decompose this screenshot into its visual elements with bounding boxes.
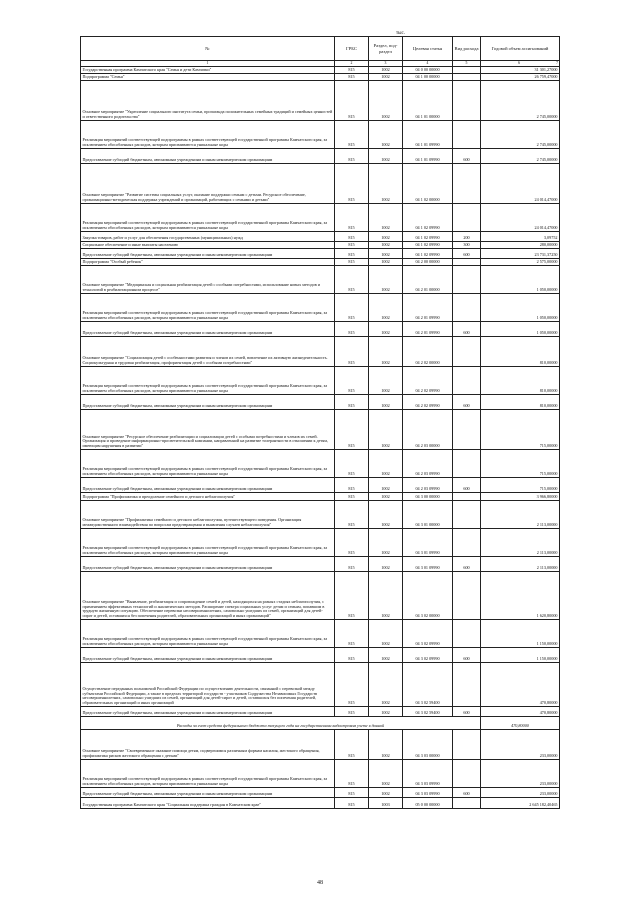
row-name: Предоставление субсидий бюджетным, автономным учреждениям и иным некоммерческим организациям [81, 557, 335, 572]
row-target-article: 04 2 00 00000 [403, 259, 453, 266]
table-row [81, 730, 560, 760]
table-row [81, 501, 560, 529]
row-razdel: 1002 [369, 294, 403, 322]
row-target-article: 04 3 02 09990 [403, 620, 453, 648]
row-grbs: 815 [335, 620, 369, 648]
row-expense-type: 600 [453, 322, 481, 337]
row-expense-type [453, 74, 481, 81]
row-amount: 2 745,00000 [481, 121, 560, 149]
row-grbs: 815 [335, 232, 369, 242]
row-grbs: 815 [335, 788, 369, 798]
row-name: Реализация мероприятий соответствующей подпрограммы в рамках соответствующей государственной программы Камчатского края, за исключением обособленных расходов, которым присваиваются уникальные коды [81, 529, 335, 557]
row-grbs: 815 [335, 266, 369, 294]
col-index-4: 4 [403, 61, 453, 67]
row-grbs: 815 [335, 81, 369, 121]
header-name: № [81, 37, 335, 61]
row-amount: 3,09752 [481, 232, 560, 242]
header-cs: Целевая статья [403, 37, 453, 61]
row-expense-type [453, 663, 481, 707]
row-expense-type: 600 [453, 707, 481, 717]
row-amount: 1 050,00000 [481, 322, 560, 337]
row-target-article: 04 3 01 09990 [403, 557, 453, 572]
row-grbs: 815 [335, 557, 369, 572]
row-razdel: 1002 [369, 529, 403, 557]
header-sum: Годовой объем ассигнований [481, 37, 560, 61]
row-amount: 233,00000 [481, 760, 560, 788]
row-target-article: 04 1 01 09990 [403, 149, 453, 164]
row-grbs: 815 [335, 501, 369, 529]
table-row [81, 259, 560, 266]
table-row [81, 266, 560, 294]
row-name: Государственная программа Камчатского края "Социальная поддержка граждан в Камчатском крае" [81, 798, 335, 809]
row-target-article: 04 3 00 00000 [403, 493, 453, 501]
row-target-article: 04 3 02 59400 [403, 663, 453, 707]
row-amount: 26 759,47000 [481, 74, 560, 81]
table-row [81, 232, 560, 242]
row-razdel: 1002 [369, 322, 403, 337]
row-expense-type [453, 259, 481, 266]
row-target-article: 04 2 02 00000 [403, 337, 453, 367]
row-expense-type [453, 266, 481, 294]
row-name: Реализация мероприятий соответствующей подпрограммы в рамках соответствующей государственной программы Камчатского края, за исключением обособленных расходов, которым присваиваются уникальные коды [81, 760, 335, 788]
row-name: Реализация мероприятий соответствующей подпрограммы в рамках соответствующей государственной программы Камчатского края, за исключением обособленных расходов, которым присваиваются уникальные коды [81, 450, 335, 478]
row-razdel: 1002 [369, 730, 403, 760]
row-name: Основное мероприятие "Медицинская и социальная реабилитация детей с особыми потребностями, использование новых методов и технологий в реабилитационном процессе" [81, 266, 335, 294]
row-name: Основное мероприятие "Выявление, реабилитация и сопровождение семей и детей, находящихся на разных стадиях неблагополучия, с применением эффективных технологий и аналитических методов. Расширение спектра социальных услуг детям и семьям, попавшим в трудную жизненную ситуацию. Обеспечение перевозки несовершеннолетних, самовольно ушедших из семей, организаций для детей-сирот и детей, оставшихся без попечения родителей, образовательных организаций и иных организаций" [81, 572, 335, 620]
row-grbs: 815 [335, 730, 369, 760]
row-expense-type [453, 204, 481, 232]
row-name: Основное мероприятие "Развитие системы социальных услуг, оказание поддержки семьям с детьми. Ресурсное обеспечение, организационно-методическая поддержка учреждений и организаций, работающих с семьями и детьми" [81, 164, 335, 204]
row-expense-type [453, 81, 481, 121]
row-amount: 2 645 182,40465 [481, 798, 560, 809]
row-name: Основное мероприятие "Социализация детей с особенностями развития и членов их семей, вовлечение их активную жизнедеятельность. Социокультурная и трудовая реабилитация, профориентация детей с особыми потребностями" [81, 337, 335, 367]
row-amount: 1 150,00000 [481, 620, 560, 648]
table-row [81, 337, 560, 367]
row-grbs: 815 [335, 204, 369, 232]
col-index-1: 1 [81, 61, 335, 67]
row-target-article: 04 1 01 00000 [403, 81, 453, 121]
row-razdel: 1002 [369, 663, 403, 707]
row-expense-type: 600 [453, 249, 481, 259]
row-name: Подпрограмма "Особый ребенок" [81, 259, 335, 266]
row-amount: 2 745,00000 [481, 81, 560, 121]
row-razdel: 1002 [369, 67, 403, 74]
row-grbs: 815 [335, 395, 369, 410]
row-grbs: 815 [335, 648, 369, 663]
row-razdel: 1002 [369, 74, 403, 81]
row-razdel: 1002 [369, 450, 403, 478]
row-grbs: 815 [335, 707, 369, 717]
row-razdel: 1002 [369, 788, 403, 798]
row-razdel: 1002 [369, 478, 403, 493]
table-row [81, 493, 560, 501]
row-name: Предоставление субсидий бюджетным, автономным учреждениям и иным некоммерческим организациям [81, 648, 335, 663]
row-expense-type [453, 164, 481, 204]
table-row [81, 121, 560, 149]
table-row [81, 164, 560, 204]
row-razdel: 1002 [369, 249, 403, 259]
row-razdel: 1002 [369, 259, 403, 266]
row-name: Закупка товаров, работ и услуг для обеспечения государственных (муниципальных) нужд [81, 232, 335, 242]
row-amount: 1 620,80000 [481, 572, 560, 620]
row-target-article: 04 3 02 09990 [403, 648, 453, 663]
table-row [81, 760, 560, 788]
row-razdel: 1002 [369, 337, 403, 367]
table-row [81, 67, 560, 74]
row-name: Подпрограмма "Семья" [81, 74, 335, 81]
row-amount: 470,80000 [481, 663, 560, 707]
row-expense-type: 600 [453, 788, 481, 798]
row-expense-type [453, 529, 481, 557]
table-row [81, 557, 560, 572]
row-grbs: 815 [335, 410, 369, 450]
row-grbs: 815 [335, 74, 369, 81]
row-target-article: 04 1 02 09990 [403, 249, 453, 259]
budget-table [80, 36, 560, 809]
row-razdel: 1002 [369, 760, 403, 788]
col-index-3: 3 [369, 61, 403, 67]
row-name: Основное мероприятие "Профилактика семейного и детского неблагополучия, путешествующего поведения. Организация межведомственного взаимодействия по вопросам предотвращения и выявления случаев неблагополучия" [81, 501, 335, 529]
row-razdel: 1002 [369, 121, 403, 149]
row-expense-type: 600 [453, 395, 481, 410]
row-expense-type: 600 [453, 557, 481, 572]
row-amount: 23 731,37250 [481, 249, 560, 259]
table-row [81, 648, 560, 663]
row-target-article: 04 1 02 09990 [403, 242, 453, 249]
table-row [81, 74, 560, 81]
row-grbs: 815 [335, 760, 369, 788]
row-grbs: 815 [335, 242, 369, 249]
row-grbs: 815 [335, 337, 369, 367]
row-expense-type: 600 [453, 648, 481, 663]
row-grbs: 815 [335, 164, 369, 204]
row-grbs: 815 [335, 67, 369, 74]
row-grbs: 815 [335, 450, 369, 478]
row-amount: 24 014,47000 [481, 164, 560, 204]
row-razdel: 1002 [369, 572, 403, 620]
row-target-article: 04 3 02 59400 [403, 707, 453, 717]
row-expense-type [453, 501, 481, 529]
row-expense-type: 300 [453, 242, 481, 249]
table-row [81, 529, 560, 557]
header-vr: Вид расхода [453, 37, 481, 61]
row-grbs: 815 [335, 572, 369, 620]
table-header-row [81, 37, 560, 61]
table-row [81, 149, 560, 164]
row-name: Государственная программа Камчатского края "Семья и дети Камчатки" [81, 67, 335, 74]
row-expense-type [453, 294, 481, 322]
row-amount: 2 575,00000 [481, 259, 560, 266]
table-row [81, 294, 560, 322]
row-grbs: 815 [335, 798, 369, 809]
row-target-article: 04 1 01 09990 [403, 121, 453, 149]
row-expense-type [453, 798, 481, 809]
row-target-article: 04 3 01 00000 [403, 501, 453, 529]
row-amount: 1 150,00000 [481, 648, 560, 663]
row-amount: 280,00000 [481, 242, 560, 249]
header-grbs: ГРБС [335, 37, 369, 61]
row-name: Предоставление субсидий бюджетным, автономным учреждениям и иным некоммерческим организациям [81, 249, 335, 259]
row-expense-type: 600 [453, 478, 481, 493]
row-expense-type [453, 450, 481, 478]
col-index-5: 5 [453, 61, 481, 67]
row-name: Предоставление субсидий бюджетным, автономным учреждениям и иным некоммерческим организациям [81, 149, 335, 164]
row-expense-type: 600 [453, 149, 481, 164]
table-row [81, 707, 560, 717]
row-name: Предоставление субсидий бюджетным, автономным учреждениям и иным некоммерческим организациям [81, 478, 335, 493]
row-razdel: 1002 [369, 395, 403, 410]
row-expense-type [453, 760, 481, 788]
row-expense-type [453, 67, 481, 74]
row-amount: 24 014,47000 [481, 204, 560, 232]
row-razdel: 1002 [369, 493, 403, 501]
row-razdel: 1002 [369, 620, 403, 648]
row-expense-type: 200 [453, 232, 481, 242]
note-sum: 470,80000 [481, 717, 560, 730]
row-grbs: 815 [335, 663, 369, 707]
row-amount: 470,80000 [481, 707, 560, 717]
table-row [81, 450, 560, 478]
row-grbs: 815 [335, 493, 369, 501]
row-amount: 2 113,00000 [481, 557, 560, 572]
row-name: Предоставление субсидий бюджетным, автономным учреждениям и иным некоммерческим организациям [81, 322, 335, 337]
row-name: Реализация мероприятий соответствующей подпрограммы в рамках соответствующей государственной программы Камчатского края, за исключением обособленных расходов, которым присваиваются уникальные коды [81, 620, 335, 648]
row-expense-type [453, 620, 481, 648]
row-amount: 810,00000 [481, 395, 560, 410]
row-target-article: 04 1 02 00000 [403, 164, 453, 204]
table-row [81, 322, 560, 337]
row-razdel: 1002 [369, 149, 403, 164]
row-grbs: 815 [335, 529, 369, 557]
row-name: Основное мероприятие "Укрепление социального института семьи, пропаганда положительных семейных традиций и семейных ценностей и ответственного родительства" [81, 81, 335, 121]
table-note-row [81, 717, 560, 730]
row-expense-type [453, 572, 481, 620]
row-grbs: 815 [335, 149, 369, 164]
row-razdel: 1002 [369, 707, 403, 717]
table-row [81, 395, 560, 410]
row-expense-type [453, 367, 481, 395]
row-razdel: 1002 [369, 266, 403, 294]
row-razdel: 1002 [369, 204, 403, 232]
row-razdel: 1002 [369, 232, 403, 242]
page-number: 48 [317, 880, 323, 886]
row-amount: 715,00000 [481, 410, 560, 450]
row-name: Социальное обеспечение и иные выплаты населению [81, 242, 335, 249]
units-label: тыс. [396, 31, 406, 36]
row-name: Реализация мероприятий соответствующей подпрограммы в рамках соответствующей государственной программы Камчатского края, за исключением обособленных расходов, которым присваиваются уникальные коды [81, 367, 335, 395]
row-target-article: 04 3 03 09990 [403, 760, 453, 788]
row-target-article: 05 0 00 00000 [403, 798, 453, 809]
row-amount: 810,00000 [481, 367, 560, 395]
row-amount: 3 966,80000 [481, 493, 560, 501]
row-razdel: 1002 [369, 367, 403, 395]
row-target-article: 04 2 01 00000 [403, 266, 453, 294]
row-razdel: 1002 [369, 501, 403, 529]
table-row [81, 572, 560, 620]
row-expense-type [453, 410, 481, 450]
row-name: Реализация мероприятий соответствующей подпрограммы в рамках соответствующей государственной программы Камчатского края, за исключением обособленных расходов, которым присваиваются уникальные коды [81, 204, 335, 232]
row-target-article: 04 2 03 00000 [403, 410, 453, 450]
table-body [81, 67, 560, 809]
row-amount: 233,00000 [481, 730, 560, 760]
row-name: Реализация мероприятий соответствующей подпрограммы в рамках соответствующей государственной программы Камчатского края, за исключением обособленных расходов, которым присваиваются уникальные коды [81, 294, 335, 322]
row-amount: 31 301,27000 [481, 67, 560, 74]
row-razdel: 1002 [369, 648, 403, 663]
table-row [81, 249, 560, 259]
table-row [81, 81, 560, 121]
table-row [81, 663, 560, 707]
header-rz: Раздел, под-раздел [369, 37, 403, 61]
row-target-article: 04 3 02 00000 [403, 572, 453, 620]
table-row [81, 788, 560, 798]
row-razdel: 1002 [369, 242, 403, 249]
col-index-6: 6 7 [481, 61, 560, 67]
row-target-article: 04 3 01 09990 [403, 529, 453, 557]
row-target-article: 04 2 02 09990 [403, 367, 453, 395]
row-amount: 715,00000 [481, 478, 560, 493]
row-name: Основное мероприятие "Ресурсное обеспечение реабилитации и социализации детей с особыми потребностями и членов их семей. Организация и проведение информационно-просветительской кампании, направленной на развитие толерантности в отношении к детям, имеющим нарушения в развитии" [81, 410, 335, 450]
row-razdel: 1002 [369, 557, 403, 572]
row-grbs: 815 [335, 294, 369, 322]
row-grbs: 815 [335, 121, 369, 149]
row-amount: 2 745,00000 [481, 149, 560, 164]
row-name: Предоставление субсидий бюджетным, автономным учреждениям и иным некоммерческим организациям [81, 707, 335, 717]
row-amount: 715,00000 [481, 450, 560, 478]
row-expense-type [453, 730, 481, 760]
row-razdel: 1002 [369, 164, 403, 204]
row-target-article: 04 3 03 00000 [403, 730, 453, 760]
table-row [81, 204, 560, 232]
row-target-article: 04 3 03 09990 [403, 788, 453, 798]
row-target-article: 04 2 01 09990 [403, 294, 453, 322]
table-row [81, 242, 560, 249]
row-target-article: 04 0 00 00000 [403, 67, 453, 74]
row-razdel: 1002 [369, 410, 403, 450]
table-row [81, 478, 560, 493]
row-name: Подпрограмма "Профилактика и преодоление семейного и детского неблагополучия" [81, 493, 335, 501]
row-target-article: 04 1 02 09990 [403, 204, 453, 232]
row-target-article: 04 2 03 09990 [403, 450, 453, 478]
row-grbs: 815 [335, 249, 369, 259]
row-target-article: 04 1 00 00000 [403, 74, 453, 81]
row-grbs: 815 [335, 259, 369, 266]
row-name: Предоставление субсидий бюджетным, автономным учреждениям и иным некоммерческим организациям [81, 788, 335, 798]
row-amount: 2 113,00000 [481, 501, 560, 529]
row-grbs: 815 [335, 322, 369, 337]
row-target-article: 04 2 01 09990 [403, 322, 453, 337]
row-name: Предоставление субсидий бюджетным, автономным учреждениям и иным некоммерческим организациям [81, 395, 335, 410]
row-target-article: 04 2 02 09990 [403, 395, 453, 410]
table-row [81, 620, 560, 648]
row-grbs: 815 [335, 478, 369, 493]
table-row [81, 367, 560, 395]
row-name: Реализация мероприятий соответствующей подпрограммы в рамках соответствующей государственной программы Камчатского края, за исключением обособленных расходов, которым присваиваются уникальные коды [81, 121, 335, 149]
table-row [81, 410, 560, 450]
row-amount: 1 050,00000 [481, 266, 560, 294]
row-expense-type [453, 337, 481, 367]
row-amount: 810,00000 [481, 337, 560, 367]
row-name: Осуществление переданных полномочий Российской Федерации по осуществлению деятельности, связанной с перевозкой между субъектами Российской Федерации, а также в пределах территорий государств - участников Содружества Независимых Государств несовершеннолетних, самовольно ушедших из семей, организаций для детей-сирот и детей, оставшихся без попечения родителей, образовательных организаций и иных организаций [81, 663, 335, 707]
note-text: Расходы за счет средств федерального бюджета текущего года на государственном кадастровом учете в данной [81, 717, 481, 730]
row-amount: 1 050,00000 [481, 294, 560, 322]
row-amount: 2 113,00000 [481, 529, 560, 557]
row-expense-type [453, 121, 481, 149]
row-razdel: 1002 [369, 81, 403, 121]
row-amount: 233,00000 [481, 788, 560, 798]
table-row [81, 798, 560, 809]
row-target-article: 04 2 03 09990 [403, 478, 453, 493]
row-target-article: 04 1 02 09990 [403, 232, 453, 242]
row-expense-type [453, 493, 481, 501]
row-razdel: 1003 [369, 798, 403, 809]
row-grbs: 815 [335, 367, 369, 395]
col-index-2: 2 [335, 61, 369, 67]
row-name: Основное мероприятие "Своевременное оказание помощи детям, подвергшимся различным формам насилия, жестокого обращения, профилактика рисков жестокого обращения с детьми" [81, 730, 335, 760]
